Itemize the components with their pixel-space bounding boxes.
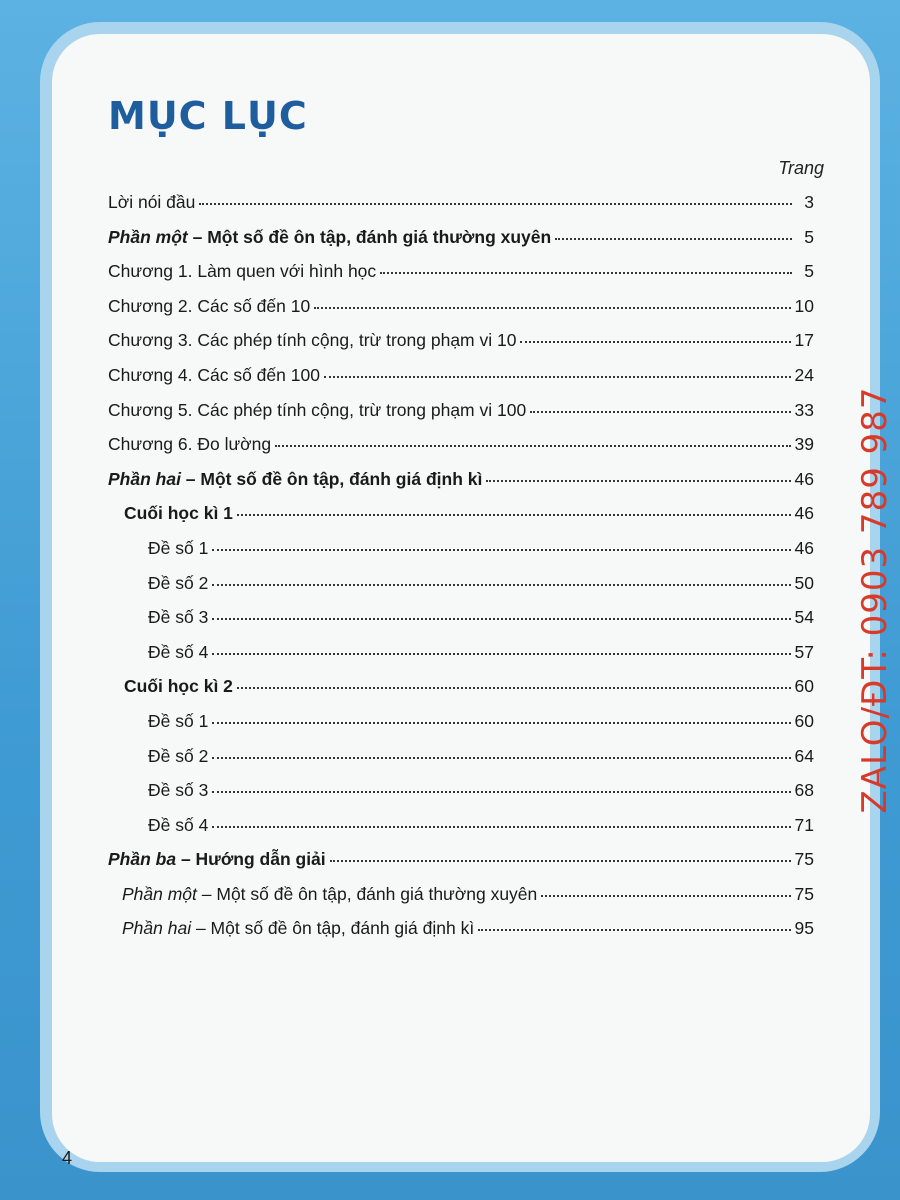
toc-entry-label: Đề số 1	[148, 710, 209, 731]
toc-entry-page: 17	[794, 330, 814, 351]
toc-entry-page: 60	[794, 676, 814, 697]
dot-leader	[237, 687, 791, 689]
dot-leader	[275, 445, 790, 447]
page-number: 4	[62, 1148, 73, 1168]
toc-entry-page: 46	[794, 537, 814, 558]
dot-leader	[212, 791, 790, 793]
dot-leader	[478, 929, 790, 931]
toc-entry-page: 71	[794, 814, 814, 835]
dot-leader	[530, 411, 790, 413]
toc-entry-page: 95	[794, 918, 814, 939]
toc-row	[108, 365, 814, 400]
toc-entry-label: Đề số 3	[148, 607, 209, 628]
toc-row	[108, 296, 814, 331]
toc-entry-page: 46	[794, 503, 814, 524]
toc-entry-part-title: – Một số đề ôn tập, đánh giá định kì	[191, 918, 475, 939]
toc-row	[108, 746, 814, 781]
toc-entry-label: Đề số 2	[148, 572, 209, 593]
toc-row	[108, 400, 814, 435]
contact-watermark: ZALO/ĐT: 0903 789 987	[855, 386, 895, 814]
dot-leader	[212, 653, 790, 655]
toc-entry-label	[108, 227, 551, 248]
toc-entry-label	[122, 918, 474, 939]
dot-leader	[212, 757, 790, 759]
toc-row	[108, 607, 814, 642]
toc-entry-page: 75	[794, 849, 814, 870]
toc-entry-page: 60	[794, 710, 814, 731]
toc-entry-label: Đề số 2	[148, 745, 209, 766]
toc-row	[108, 503, 814, 538]
toc-entry-label: Chương 1. Làm quen với hình học	[108, 261, 377, 282]
toc-entry-part-name: Phần ba	[108, 849, 177, 870]
toc-row	[108, 192, 814, 227]
toc-row	[108, 573, 814, 608]
toc-entry-page: 68	[794, 780, 814, 801]
dot-leader	[555, 238, 792, 240]
toc-entry-part-name: Phần hai	[108, 468, 181, 489]
toc-entry-label: Cuối học kì 1	[124, 503, 233, 524]
dot-leader	[212, 584, 790, 586]
toc-entry-part-title: – Một số đề ôn tập, đánh giá định kì	[180, 468, 483, 489]
toc-entry-label: Chương 5. Các phép tính cộng, trừ trong phạm vi 100	[108, 399, 527, 420]
dot-leader	[237, 514, 791, 516]
toc-entry-label	[122, 884, 537, 905]
dot-leader	[212, 549, 790, 551]
toc-row	[108, 918, 814, 953]
toc-entry-label: Đề số 4	[148, 814, 209, 835]
dot-leader	[380, 272, 792, 274]
toc-entry-label: Đề số 4	[148, 641, 209, 662]
toc-entry-page: 24	[794, 364, 814, 385]
dot-leader	[520, 341, 790, 343]
dot-leader	[212, 826, 790, 828]
toc-entry-page: 10	[794, 295, 814, 316]
toc-entry-label: Cuối học kì 2	[124, 676, 233, 697]
toc-entry-page: 46	[794, 468, 814, 489]
toc-entry-label	[108, 469, 482, 490]
toc-row	[108, 884, 814, 919]
toc-row	[108, 227, 814, 262]
page-column-label: Trang	[778, 158, 824, 178]
dot-leader	[212, 618, 790, 620]
toc-entry-page: 33	[794, 399, 814, 420]
toc-entry-page: 5	[804, 261, 814, 282]
page-panel	[52, 34, 870, 1162]
toc-entry-label: Đề số 3	[148, 780, 209, 801]
toc-row	[108, 711, 814, 746]
toc-entry-part-title: – Một số đề ôn tập, đánh giá thường xuyên	[196, 883, 538, 904]
toc-row	[108, 261, 814, 296]
toc-row	[108, 849, 814, 884]
toc-entry-page: 64	[794, 745, 814, 766]
toc-entry-label: Đề số 1	[148, 537, 209, 558]
dot-leader	[314, 307, 790, 309]
toc-entry-page: 39	[794, 434, 814, 455]
toc-entry-part-name: Phần một	[122, 883, 197, 904]
dot-leader	[330, 860, 791, 862]
toc-entry-part-name: Phần hai	[122, 918, 192, 939]
toc-entry-label: Chương 2. Các số đến 10	[108, 295, 311, 316]
toc-entry-page: 54	[794, 607, 814, 628]
dot-leader	[486, 480, 790, 482]
page-title: MỤC LỤC	[108, 94, 308, 138]
toc-entry-label	[108, 849, 326, 870]
toc-entry-page: 75	[794, 883, 814, 904]
toc-entry-part-name: Phần một	[108, 226, 188, 247]
dot-leader	[199, 203, 792, 205]
toc-entry-page: 5	[804, 226, 814, 247]
toc-row	[108, 676, 814, 711]
toc-entry-page: 3	[804, 192, 814, 212]
toc-row	[108, 434, 814, 469]
toc-row	[108, 538, 814, 573]
toc-entry-part-title: – Hướng dẫn giải	[176, 849, 326, 870]
toc-entry-page: 50	[794, 572, 814, 593]
toc-entry-part-title: – Một số đề ôn tập, đánh giá thường xuyên	[187, 226, 552, 247]
toc-entry-label: Chương 6. Đo lường	[108, 434, 272, 455]
toc-entry-label: Chương 3. Các phép tính cộng, trừ trong phạm vi 10	[108, 330, 517, 351]
toc-row	[108, 780, 814, 815]
toc-row	[108, 815, 814, 850]
table-of-contents	[108, 192, 814, 953]
toc-row	[108, 642, 814, 677]
toc-row	[108, 469, 814, 504]
dot-leader	[212, 722, 790, 724]
toc-row	[108, 330, 814, 365]
dot-leader	[324, 376, 791, 378]
toc-entry-label: Chương 4. Các số đến 100	[108, 364, 320, 385]
toc-entry-page: 57	[794, 641, 814, 662]
toc-entry-label: Lời nói đầu	[108, 192, 196, 212]
dot-leader	[541, 895, 790, 897]
